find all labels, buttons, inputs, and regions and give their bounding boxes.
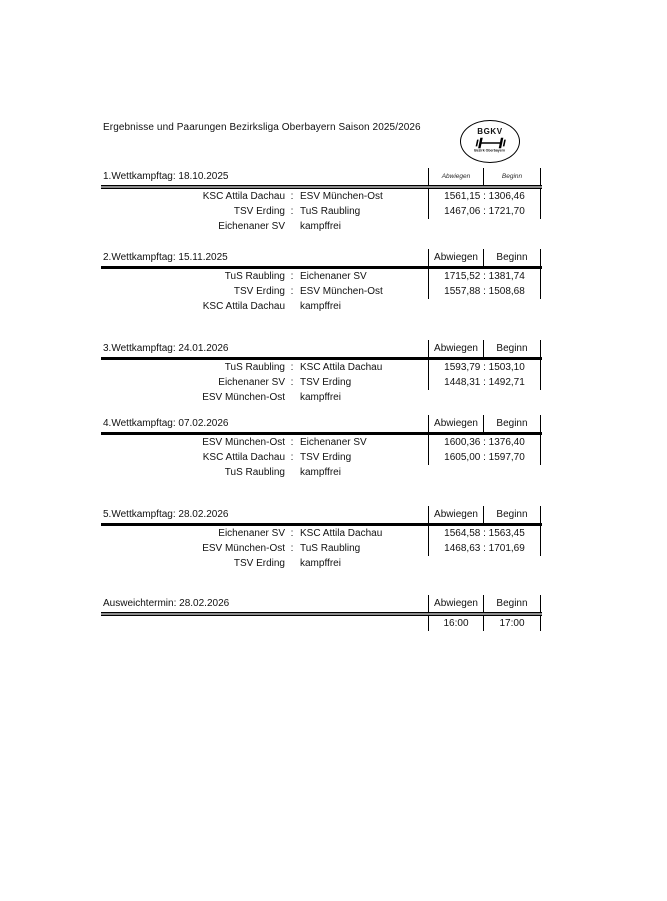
match-result: 1564,58 : 1563,45 (428, 526, 541, 541)
bye-label: kampffrei (300, 467, 341, 478)
match-result: 1448,31 : 1492,71 (428, 375, 541, 390)
home-team: KSC Attila Dachau (202, 452, 285, 463)
home-team: TSV Erding (233, 206, 285, 217)
home-team: Eichenaner SV (218, 221, 285, 232)
column-header-beginn: Beginn (483, 249, 541, 266)
away-team: ESV München-Ost (300, 286, 383, 297)
away-team: ESV München-Ost (300, 191, 383, 202)
page-title: Ergebnisse und Paarungen Bezirksliga Oberbayern Saison 2025/2026 (103, 122, 421, 133)
column-header-beginn: Beginn (483, 595, 541, 612)
versus-colon: : (290, 452, 294, 463)
column-header-abwiegen: Abwiegen (428, 249, 483, 266)
match-row (0, 360, 667, 375)
bgkv-logo (460, 120, 520, 163)
home-team: Eichenaner SV (218, 377, 285, 388)
bye-label: kampffrei (300, 221, 341, 232)
match-result: 1557,88 : 1508,68 (428, 284, 541, 299)
versus-colon: : (290, 206, 294, 217)
column-header-abwiegen: Abwiegen (428, 506, 483, 523)
barbell-icon (471, 137, 509, 149)
match-row (0, 284, 667, 299)
match-result: 1605,00 : 1597,70 (428, 450, 541, 465)
match-row (0, 465, 667, 480)
away-team: TuS Raubling (300, 206, 361, 217)
column-header-beginn: Beginn (483, 168, 541, 185)
match-result: 1593,79 : 1503,10 (428, 360, 541, 375)
column-header-beginn: Beginn (483, 506, 541, 523)
section-heading: 4.Wettkampftag: 07.02.2026 (103, 418, 229, 429)
match-row (0, 450, 667, 465)
away-team: KSC Attila Dachau (300, 528, 383, 539)
away-team: Eichenaner SV (300, 271, 367, 282)
home-team: ESV München-Ost (202, 543, 285, 554)
match-result: 1467,06 : 1721,70 (428, 204, 541, 219)
home-team: TuS Raubling (224, 467, 285, 478)
home-team: TSV Erding (233, 286, 285, 297)
home-team: TSV Erding (233, 558, 285, 569)
bye-label: kampffrei (300, 301, 341, 312)
section-heading: 2.Wettkampftag: 15.11.2025 (103, 252, 228, 263)
away-team: TSV Erding (300, 377, 352, 388)
match-row (0, 556, 667, 571)
versus-colon: : (290, 191, 294, 202)
versus-colon: : (290, 543, 294, 554)
column-header-abwiegen: Abwiegen (428, 595, 483, 612)
column-header-abwiegen: Abwiegen (428, 340, 483, 357)
home-team: TuS Raubling (224, 271, 285, 282)
versus-colon: : (290, 286, 294, 297)
match-result: 1600,36 : 1376,40 (428, 435, 541, 450)
section-heading: 1.Wettkampftag: 18.10.2025 (103, 171, 229, 182)
home-team: KSC Attila Dachau (202, 191, 285, 202)
home-team: Eichenaner SV (218, 528, 285, 539)
home-team: ESV München-Ost (202, 392, 285, 403)
abwiegen-time: 16:00 (428, 616, 483, 631)
match-row (0, 435, 667, 450)
versus-colon: : (290, 271, 294, 282)
match-row (0, 299, 667, 314)
match-row (0, 541, 667, 556)
column-header-abwiegen: Abwiegen (428, 168, 483, 185)
match-row (0, 390, 667, 405)
versus-colon: : (290, 528, 294, 539)
away-team: KSC Attila Dachau (300, 362, 383, 373)
versus-colon: : (290, 362, 294, 373)
bye-label: kampffrei (300, 392, 341, 403)
versus-colon: : (290, 437, 294, 448)
bye-label: kampffrei (300, 558, 341, 569)
match-result: 1715,52 : 1381,74 (428, 269, 541, 284)
match-row (0, 269, 667, 284)
column-header-beginn: Beginn (483, 415, 541, 432)
match-row (0, 375, 667, 390)
section-heading: Ausweichtermin: 28.02.2026 (103, 598, 230, 609)
section-heading: 5.Wettkampftag: 28.02.2026 (103, 509, 229, 520)
logo-abbr: BGKV (477, 127, 503, 136)
match-row (0, 204, 667, 219)
away-team: Eichenaner SV (300, 437, 367, 448)
match-result: 1468,63 : 1701,69 (428, 541, 541, 556)
home-team: ESV München-Ost (202, 437, 285, 448)
column-header-abwiegen: Abwiegen (428, 415, 483, 432)
home-team: KSC Attila Dachau (202, 301, 285, 312)
away-team: TSV Erding (300, 452, 352, 463)
match-row (0, 189, 667, 204)
column-header-beginn: Beginn (483, 340, 541, 357)
home-team: TuS Raubling (224, 362, 285, 373)
match-result: 1561,15 : 1306,46 (428, 189, 541, 204)
times-row (0, 616, 667, 631)
logo-subtitle: Bezirk Oberbayern (474, 149, 506, 153)
versus-colon: : (290, 377, 294, 388)
away-team: TuS Raubling (300, 543, 361, 554)
match-row (0, 526, 667, 541)
match-row (0, 219, 667, 234)
section-heading: 3.Wettkampftag: 24.01.2026 (103, 343, 229, 354)
beginn-time: 17:00 (483, 616, 541, 631)
